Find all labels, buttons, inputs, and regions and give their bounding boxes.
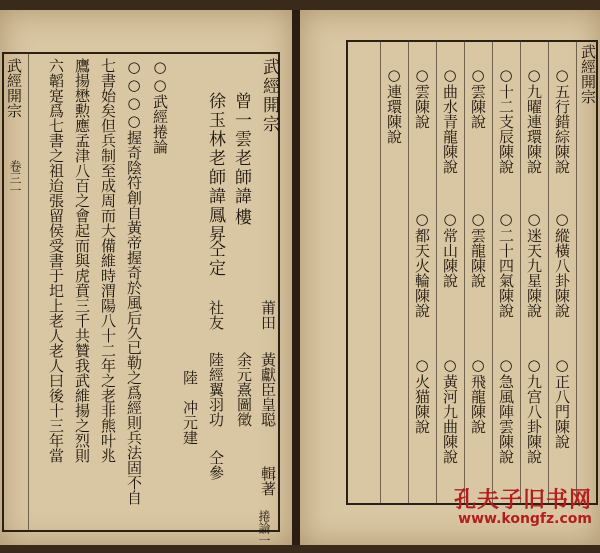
section-heading: ○○武經捲論 xyxy=(151,58,169,154)
right-margin-title: 武經開宗 xyxy=(579,44,597,104)
watermark xyxy=(454,489,592,527)
toc-2-top: ○九曜連環陳說 xyxy=(525,66,543,174)
left-page xyxy=(0,10,292,545)
right-page xyxy=(300,10,600,545)
toc-6-bottom: ○都天火輪陳說 xyxy=(413,210,431,318)
book-gutter xyxy=(292,10,300,545)
toc-1-bottom: ○縱橫八卦陳說 xyxy=(553,210,571,318)
body-line-1: ○○○○握奇陰符創自黃帝握奇於風后久已勒之爲經則兵法固不自 xyxy=(125,58,143,505)
watermark-url: www.kongfz.com xyxy=(458,511,592,528)
left-title: 武經開宗 xyxy=(259,58,279,134)
author-2-name: 余元熹圖徵 xyxy=(235,352,253,427)
credit-2-name: 仝定 xyxy=(205,240,225,278)
author-3-name: 陸經翼羽功 xyxy=(207,352,225,427)
place-label: 莆田 xyxy=(259,300,277,330)
toc-4-third: ○飛龍陳說 xyxy=(469,356,487,434)
toc-4-bottom: ○雲龍陳說 xyxy=(469,210,487,288)
toc-3-bottom: ○二十四氣陳說 xyxy=(497,210,515,318)
toc-5-bottom: ○常山陳說 xyxy=(441,210,459,288)
toc-3-top: ○十二支辰陳說 xyxy=(497,66,515,174)
left-margin-title: 武經開宗 xyxy=(5,58,23,118)
left-margin-section: 卷三一 xyxy=(8,160,22,196)
body-line-2: 七書始矣但兵制至成周而大備維時渭陽八十二年之老非熊叶兆 xyxy=(99,58,117,463)
toc-4-top: ○雲陳說 xyxy=(469,66,487,129)
watermark-name: 孔夫子旧书网 xyxy=(453,488,592,514)
body-line-4: 六韜寔爲七書之祖迨張留侯受書于圯上老人老人曰後十三年當 xyxy=(47,58,65,463)
body-line-3: 鷹揚懋勲應孟津八百之會起而與虎賁三千共贊我武維揚之烈則 xyxy=(73,58,91,463)
credit-1-name: 樓 xyxy=(231,208,251,227)
toc-5-third: ○黃河九曲陳說 xyxy=(441,356,459,464)
toc-2-third: ○九宫八卦陳說 xyxy=(525,356,543,464)
toc-6-third: ○火猫陳說 xyxy=(413,356,431,434)
toc-1-top: ○五行錯綜陳說 xyxy=(553,66,571,174)
friend-label: 社友 xyxy=(207,300,225,330)
author-1-name: 黃獻臣皇聪 xyxy=(259,352,277,427)
toc-2-bottom: ○迷天九星陳說 xyxy=(525,210,543,318)
toc-6-top: ○雲陳說 xyxy=(413,66,431,129)
credit-2-role: 徐玉林老師諱鳳昇 xyxy=(205,92,225,244)
author-3-role: 仝參 xyxy=(207,450,225,480)
author-4-name: 陸 冲元建 xyxy=(181,370,199,445)
toc-7-top: ○連環陳說 xyxy=(385,66,403,144)
toc-5-top: ○曲水青龍陳說 xyxy=(441,66,459,174)
author-1-role: 輯著 xyxy=(259,466,277,496)
toc-3-third: ○急風陣雲陳說 xyxy=(497,356,515,464)
credit-1-role: 曾一雲老師諱 xyxy=(231,92,251,206)
left-margin-footer: 捲論一 xyxy=(257,510,271,546)
toc-1-third: ○正八門陳說 xyxy=(553,356,571,449)
